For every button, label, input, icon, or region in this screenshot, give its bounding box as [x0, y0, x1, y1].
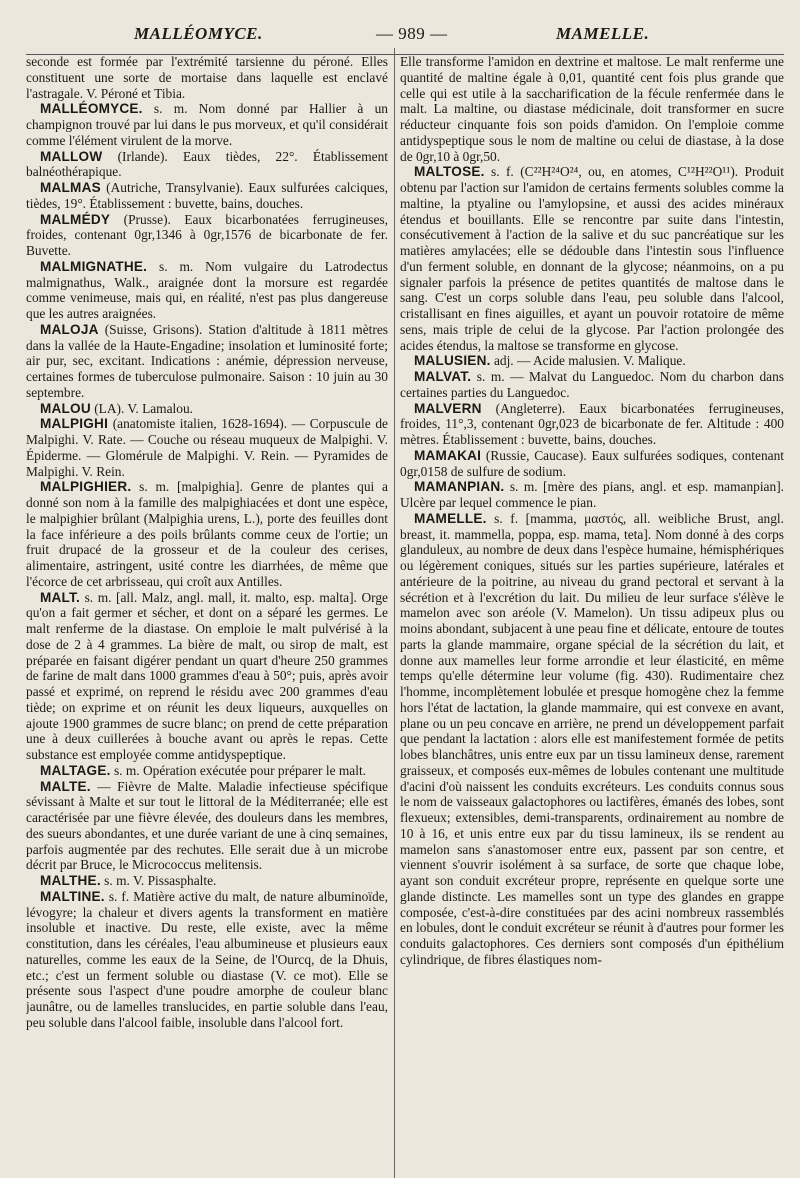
entry-headword: MALT. — [40, 589, 81, 605]
entry-headword: MALTINE. — [40, 888, 105, 904]
entry-headword: MAMELLE. — [414, 510, 487, 526]
entry-headword: MALMIGNATHE. — [40, 258, 148, 274]
entry-headword: MALTHE. — [40, 873, 101, 888]
entry-text: — Fièvre de Malte. Maladie infectieuse spécifique sévissant à Malte et sur tout le littoral de la Méditerranée; elle est caractérisée par une fièvre élevée, des douleurs dans les membres, des sueurs abondantes, et une durée variant de une à cinq semaines, parfois augmentée par des rechutes. Elle serait due à un microbe décrit par Bruce, le Micrococcus melitensis. — [26, 778, 388, 873]
entry-headword: MALUSIEN. — [414, 353, 491, 369]
entry-text: s. m. V. Pissasphalte. — [104, 873, 217, 888]
dictionary-entry — [26, 259, 388, 322]
entry-text: s. m. Nom donné par Hallier à un champignon trouvé par lui dans le pus morveux, et qu'il considérait comme l'élément virulent de la morve. — [26, 101, 388, 148]
dictionary-entry — [400, 401, 784, 448]
dictionary-entry — [26, 590, 388, 763]
entry-text: s. f. [mamma, μαστός, all. weibliche Brust, angl. breast, it. mammella, poppa, esp. mama, teta]. Nom donné à des corps glanduleux, au nombre de deux dans l'espèce humaine, hémisphériques ou légèrement coniques, situés sur les parties supérieure, latérales et antérieure de la poitrine, au niveau du grand pectoral et servant à la sécrétion et à l'excrétion du lait. Du milieu de leur surface s'élève le mamelon avec son aréole (V. Mamelon). Un tissu adipeux plus ou moins abondant, subjacent à une peau fine et délicate, entoure de toutes parts la glande mammaire, organe spécial de la sécrétion du lait, et donne aux mamelles leur forme arrondie et leur élasticité, en même temps qu'elle détermine leur volume (fig. 430). Rudimentaire chez l'homme, incomplètement lobulée et presque homogène chez la femme hors l'état de lactation, la glande mammaire, qui est convexe en avant, plane ou un peu concave en arrière, ne prend un développement parfait que pendant la lactation : alors elle est manifestement formée de petits lobes blanchâtres, unis entre eux par un tissu lamineux dense, rarement graisseux, et composés eux-mêmes de lobules contenant une multitude d'acini d'où naissent les conduits excréteurs. Les conduits connus sous le nom de vaisseaux galactophores ou lactifères, émanés des lobes, sont flexueux; extensibles, demi-transparents, ordinairement au nombre de 10 à 16, et unis entre eux par du tissu lamineux, ils se rendent au mamelon sans s'anastomoser entre eux, passent par son centre, et viennent s'ouvrir isolément à sa surface, de sorte que chaque lobe, ayant son conduit excréteur propre, représente en quelque sorte une glande distincte. Les mamelles sont un type des glandes en grappe composée, c'est-à-dire constituées par des acini nombreux rassemblés en lobules, dont le conduit excréteur se réunit à d'autres pour former les conduits galactophores. Ces derniers sont composés d'un épithélium cylindrique, de fibres élastiques nom- — [400, 510, 784, 967]
dictionary-entry — [26, 401, 388, 417]
entry-text: s. m. Nom vulgaire du Latrodectus malmignathus, Walk., araignée dont la morsure est regardée comme venimeuse, mais qui, en réalité, n'est pas plus dangereuse que les autres araignées. — [26, 258, 388, 321]
entry-text: seconde est formée par l'extrémité tarsienne du péroné. Elles constituent une sorte de mortaise dans laquelle est enclavé l'astragale. V. Péroné et Tibia. — [26, 54, 388, 101]
entry-headword: MALLOW — [40, 148, 103, 164]
columns — [26, 54, 784, 1172]
dictionary-entry — [400, 511, 784, 968]
entry-headword: MALTE. — [40, 778, 91, 794]
header-last-entry: MAMELLE. — [556, 24, 650, 43]
dictionary-entry — [26, 101, 388, 148]
dictionary-entry — [26, 212, 388, 259]
header-first-entry: MALLÉOMYCE. — [134, 24, 263, 43]
left-column — [26, 54, 388, 1172]
entry-headword: MALLÉOMYCE. — [40, 101, 143, 117]
entry-headword: MALTAGE. — [40, 762, 111, 778]
entry-text: s. m. [malpighia]. Genre de plantes qui a donné son nom à la famille des malpighiacées et dont une espèce, le malpighier brûlant (Malpighia urens, L.), porte des feuilles dont la face inférieure a des poils brûlants comme ceux de l'ortie; un fruit drupacé de la grosseur et de la couleur des cerises, alimentaire, astringent, usité contre les diarrhées, de même que l'écorce de cet arbrisseau, qui croît aux Antilles. — [26, 479, 388, 589]
entry-text: s. m. — Malvat du Languedoc. Nom du charbon dans certaines parties du Languedoc. — [400, 369, 784, 400]
dictionary-entry — [26, 180, 388, 212]
entry-headword: MALVERN — [414, 400, 482, 416]
dictionary-entry — [26, 763, 388, 779]
dictionary-entry — [400, 54, 784, 164]
entry-headword: MALPIGHI — [40, 416, 109, 432]
entry-text: (Autriche, Transylvanie). Eaux sulfurées calciques, tièdes, 19°. Établissement : buvette, bains, douches. — [26, 180, 388, 211]
entry-headword: MALMÉDY — [40, 211, 111, 227]
entry-headword: MAMAKAI — [414, 447, 482, 463]
entry-text: (Angleterre). Eaux bicarbonatées ferrugineuses, froides, 11°,3, contenant 0gr,023 de bicarbonate de fer. Altitude : 400 mètres. Établissement : buvette, bains, douches. — [400, 400, 784, 447]
entry-text: s. m. Opération exécutée pour préparer le malt. — [113, 762, 367, 778]
dictionary-entry — [26, 779, 388, 874]
dictionary-entry — [400, 448, 784, 480]
dictionary-entry — [400, 164, 784, 353]
dictionary-entry — [26, 54, 388, 101]
dictionary-entry — [400, 353, 784, 369]
entry-headword: MALTOSE. — [414, 164, 485, 180]
entry-text: s. m. [all. Malz, angl. mall, it. malto, esp. malta]. Orge qu'on a fait germer et sécher, et dont on a séparé les germes. Le malt renferme de la diastase. On emploie le malt pulvérisé à la dose de 2 à 4 grammes. La bière de malt, ou sirop de malt, est préparée en faisant digérer pendant un quart d'heure 250 grammes de farine de malt dans 1000 grammes d'eau à 50°; puis, après avoir passé et exprimé, on reprend le résidu avec 200 grammes d'eau tiède; on exprime et on réunit les deux liqueurs, auxquelles on ajoute 1900 grammes de sucre blanc; on prend de cette préparation une à deux cuillerées à bouche avant ou après le repas. Cette substance est employée comme antidyspeptique. — [26, 589, 388, 762]
entry-headword: MALMAS — [40, 180, 101, 195]
dictionary-entry — [26, 889, 388, 1031]
right-column — [400, 54, 784, 1172]
dictionary-entry — [26, 149, 388, 181]
dictionary-entry — [400, 369, 784, 401]
entry-text: adj. — Acide malusien. V. Malique. — [493, 353, 686, 369]
entry-text: s. f. (C²²H²⁴O²⁴, ou, en atomes, C¹²H²²O¹¹). Produit obtenu par l'action sur l'amidon de certains ferments solubles comme la maltine, la ptyaline ou l'amylopsine, et aussi des acides minéraux étendus et bouillants. Elle se rencontre par suite dans l'intestin, consécutivement à l'action de la salive et du suc pancréatique sur les matières amylacées; elle se dédouble dans l'intestin sous l'influence d'un ferment soluble, en donnant de la glycose; néanmoins, on a pu signaler parfois la présence de petites quantités de maltose dans le sang. C'est un corps soluble dans l'eau, peu soluble dans l'alcool, cristallisant en fines aiguilles, et ayant un pouvoir rotatoire de même sens, mais triple de celui de la glycose. Par l'action prolongée des acides étendus, la maltose se transforme en glycose. — [400, 164, 784, 353]
page-header — [26, 20, 784, 55]
entry-headword: MALOU — [40, 400, 91, 416]
entry-text: (LA). V. Lamalou. — [94, 400, 194, 416]
entry-text: (anatomiste italien, 1628-1694). — Corpuscule de Malpighi. V. Rate. — Couche ou réseau muqueux de Malpighi. V. Épiderme. — Glomérule de Malpighi. V. Rein. — Pyramides de Malpighi. V. Rein. — [26, 416, 388, 479]
dictionary-entry — [26, 479, 388, 589]
entry-headword: MAMANPIAN. — [414, 479, 505, 495]
entry-text: (Suisse, Grisons). Station d'altitude à 1811 mètres dans la vallée de la Haute-Engadine; insolation et luminosité forte; air pur, sec, excitant. Indications : anémie, dépression nerveuse, certaines formes de tuberculose pulmonaire. Saison : 10 juin au 30 septembre. — [26, 321, 388, 400]
dictionary-entry — [400, 479, 784, 511]
page-number: — 989 — — [376, 24, 448, 43]
dictionary-entry — [26, 322, 388, 401]
entry-headword: MALVAT. — [414, 369, 472, 384]
entry-text: (Russie, Caucase). Eaux sulfurées sodiques, contenant 0gr,0158 de sulfure de sodium. — [400, 447, 784, 479]
dictionary-entry — [26, 873, 388, 889]
entry-text: (Irlande). Eaux tièdes, 22°. Établissement balnéothérapique. — [26, 148, 388, 180]
dictionary-entry — [26, 416, 388, 479]
entry-text: Elle transforme l'amidon en dextrine et maltose. Le malt renferme une quantité de maltine égale à 0,01, quantité cent fois plus grande que celle qui est utile à la saccharification de la fécule renfermée dans le malt. La maltine, ou diastase médicinale, doit transformer en sucre réducteur cinquante fois son poids d'amidon. On l'emploie comme antidyspeptique sous le nom de maltine ou celui de diastase, à la dose de 0gr,10 à 0gr,50. — [400, 54, 784, 164]
entry-headword: MALPIGHIER. — [40, 479, 132, 495]
entry-text: s. f. Matière active du malt, de nature albuminoïde, lévogyre; la chaleur et divers agents la transforment en matière insoluble et inactive. Du reste, elle existe, avec la même constitution, dans les céréales, l'eau albumineuse et plusieurs eaux naturelles, comme les eaux de la Seine, de l'Ourcq, de la Dhuis, etc.; c'est un ferment soluble ou diastase (V. ce mot). Elle se présente sous l'aspect d'une poudre amorphe de couleur blanc jaunâtre, ou de lamelles translucides, en partie soluble dans l'eau, peu soluble dans l'alcool faible, insoluble dans l'alcool fort. — [26, 888, 388, 1030]
entry-text: s. m. [mère des pians, angl. et esp. mamanpian]. Ulcère par lequel commence le pian. — [400, 479, 784, 510]
entry-headword: MALOJA — [40, 321, 99, 337]
entry-text: (Prusse). Eaux bicarbonatées ferrugineuses, froides, contenant 0gr,1346 à 0gr,1576 de bicarbonate de fer. Buvette. — [26, 211, 388, 258]
